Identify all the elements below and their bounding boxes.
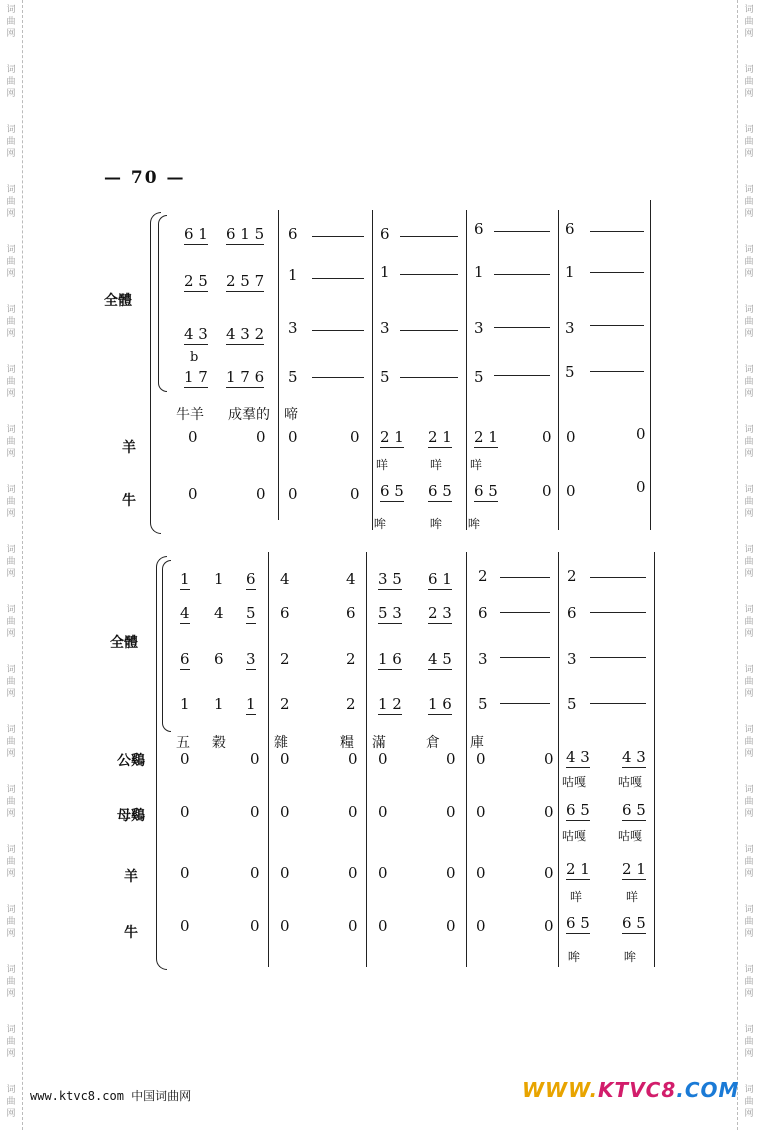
- watermark-text: 词 曲 网: [6, 725, 16, 759]
- note-cell: 0: [348, 917, 358, 935]
- lyric: 穀: [212, 735, 226, 751]
- lyric: 五: [176, 735, 190, 751]
- lyric: 倉: [426, 735, 440, 751]
- note-cell: 0: [566, 428, 576, 446]
- note-cell: 4: [214, 604, 224, 622]
- note-cell: 0: [256, 428, 266, 446]
- watermark-text: 词 曲 网: [6, 365, 16, 399]
- watermark-text: 词 曲 网: [744, 605, 754, 639]
- note-cell: 6: [565, 220, 575, 238]
- watermark-text: 词 曲 网: [6, 665, 16, 699]
- watermark-text: 词 曲 网: [744, 1085, 754, 1119]
- note-cell: 1 7 6: [226, 368, 265, 386]
- note-cell: 6 5: [622, 801, 646, 819]
- barline: [372, 210, 373, 530]
- logo-part: .COM: [676, 1078, 740, 1102]
- note-cell: 2: [478, 567, 488, 585]
- part-label-cow: 牛: [124, 925, 138, 941]
- note-cell: 4: [180, 604, 190, 622]
- hold-dash: [494, 274, 550, 275]
- note-cell: 5: [380, 368, 390, 386]
- note-cell: 3: [246, 650, 256, 668]
- watermark-text: 词 曲 网: [744, 365, 754, 399]
- note-cell: 0: [280, 864, 290, 882]
- note-cell: 1: [180, 695, 190, 713]
- barline: [278, 210, 279, 520]
- note-cell: 0: [350, 428, 360, 446]
- logo-part: KTVC8: [598, 1078, 677, 1102]
- note-cell: 6 5: [428, 482, 452, 500]
- watermark-text: 词 曲 网: [6, 785, 16, 819]
- hold-dash: [312, 278, 364, 279]
- note-cell: 0: [180, 803, 190, 821]
- hold-dash: [312, 330, 364, 331]
- note-cell: 6 5: [474, 482, 498, 500]
- note-cell: 2: [280, 695, 290, 713]
- barline: [558, 210, 559, 530]
- watermark-text: 词 曲 网: [6, 425, 16, 459]
- note-cell: 0: [180, 750, 190, 768]
- note-cell: 5: [567, 695, 577, 713]
- note-cell: 0: [348, 750, 358, 768]
- note-cell: 0: [446, 803, 456, 821]
- note-cell: 5: [478, 695, 488, 713]
- note-cell: 5: [565, 363, 575, 381]
- hold-dash: [590, 703, 646, 704]
- page-number: — 70 —: [104, 168, 186, 188]
- barline: [268, 552, 269, 967]
- watermark-text: 词 曲 网: [6, 905, 16, 939]
- note-cell: 0: [378, 803, 388, 821]
- note-cell: 4 3 2: [226, 325, 265, 343]
- note-cell: 0: [542, 428, 552, 446]
- note-cell: 2 5 7: [226, 272, 265, 290]
- note-cell: 0: [566, 482, 576, 500]
- note-cell: 4 3: [622, 748, 646, 766]
- hold-dash: [400, 274, 458, 275]
- watermark-text: 词 曲 网: [744, 245, 754, 279]
- watermark-text: 词 曲 网: [744, 65, 754, 99]
- note-cell: 2 3: [428, 604, 452, 622]
- watermark-text: 词 曲 网: [6, 245, 16, 279]
- lyric: 咩: [376, 458, 389, 472]
- lyric: 咕嘎: [618, 775, 643, 789]
- lyric: 啼: [284, 407, 298, 423]
- note-cell: 3: [474, 319, 484, 337]
- note-cell: 0: [636, 478, 646, 496]
- lyric: 咕嘎: [562, 775, 587, 789]
- note-cell: 0: [250, 750, 260, 768]
- note-cell: 4: [280, 570, 290, 588]
- note-cell: 0: [250, 864, 260, 882]
- watermark-text: 词 曲 网: [744, 545, 754, 579]
- note-cell: 1: [246, 695, 256, 713]
- note-cell: 0: [188, 485, 198, 503]
- note-cell: 2 1: [428, 428, 452, 446]
- note-cell: 0: [288, 485, 298, 503]
- note-cell: 6: [346, 604, 356, 622]
- note-cell: 5: [246, 604, 256, 622]
- note-cell: 0: [280, 750, 290, 768]
- logo-part: WWW.: [522, 1078, 599, 1102]
- watermark-text: 词 曲 网: [744, 965, 754, 999]
- note-cell: 2 1: [474, 428, 498, 446]
- note-cell: 5: [288, 368, 298, 386]
- lyric: 哞: [468, 517, 481, 531]
- note-cell: 6 5: [622, 914, 646, 932]
- lyric: 成羣的: [228, 407, 270, 423]
- watermark-text: 词 曲 网: [6, 845, 16, 879]
- watermark-text: 词 曲 网: [6, 485, 16, 519]
- watermark-text: 词 曲 网: [6, 5, 16, 39]
- watermark-text: 词 曲 网: [6, 1025, 16, 1059]
- watermark-text: 词 曲 网: [6, 545, 16, 579]
- lyric: 哞: [568, 950, 581, 964]
- watermark-text: 词 曲 网: [6, 125, 16, 159]
- note-cell: 3: [288, 319, 298, 337]
- watermark-text: 词 曲 网: [6, 605, 16, 639]
- note-cell: 0: [476, 917, 486, 935]
- note-cell: 6: [246, 570, 256, 588]
- note-cell: 1 6: [428, 695, 452, 713]
- hold-dash: [400, 330, 458, 331]
- lyric: 咩: [470, 458, 483, 472]
- note-cell: 2 1: [380, 428, 404, 446]
- note-cell: 3: [380, 319, 390, 337]
- note-cell: 0: [544, 917, 554, 935]
- watermark-text: 词 曲 网: [6, 965, 16, 999]
- barline: [466, 552, 467, 967]
- note-cell: 6 1: [428, 570, 452, 588]
- part-label-sheep: 羊: [124, 869, 138, 885]
- note-cell: 0: [378, 917, 388, 935]
- watermark-text: 词 曲 网: [744, 125, 754, 159]
- hold-dash: [312, 377, 364, 378]
- note-cell: 2 1: [566, 860, 590, 878]
- footer-site-logo: [522, 1078, 739, 1102]
- hold-dash: [590, 371, 644, 372]
- watermark-text: 词 曲 网: [6, 305, 16, 339]
- flat-sign: b: [190, 350, 199, 365]
- note-cell: 0: [446, 917, 456, 935]
- watermark-text: 词 曲 网: [744, 905, 754, 939]
- note-cell: 6 5: [566, 801, 590, 819]
- lyric: 糧: [340, 735, 354, 751]
- footer-site-text: www.ktvc8.com 中国词曲网: [30, 1089, 192, 1103]
- note-cell: 0: [348, 864, 358, 882]
- note-cell: 6: [567, 604, 577, 622]
- note-cell: 1: [288, 266, 298, 284]
- part-label-tutti: 全體: [104, 293, 132, 309]
- lyric: 牛羊: [176, 407, 204, 423]
- final-barline: [650, 200, 651, 530]
- watermark-text: 词 曲 网: [744, 785, 754, 819]
- note-cell: 0: [288, 428, 298, 446]
- note-cell: 0: [350, 485, 360, 503]
- note-cell: 2 1: [622, 860, 646, 878]
- note-cell: 0: [188, 428, 198, 446]
- note-cell: 6: [474, 220, 484, 238]
- note-cell: 2: [567, 567, 577, 585]
- note-cell: 1: [180, 570, 190, 588]
- note-cell: 1 7: [184, 368, 208, 386]
- note-cell: 0: [544, 864, 554, 882]
- note-cell: 0: [476, 803, 486, 821]
- lyric: 咩: [430, 458, 443, 472]
- note-cell: 2 5: [184, 272, 208, 290]
- note-cell: 2: [346, 695, 356, 713]
- note-cell: 0: [446, 750, 456, 768]
- barline: [366, 552, 367, 967]
- note-cell: 6 5: [566, 914, 590, 932]
- lyric: 哞: [374, 517, 387, 531]
- tutti-brace: [158, 215, 167, 392]
- note-cell: 1: [214, 570, 224, 588]
- lyric: 雜: [274, 735, 288, 751]
- hold-dash: [590, 657, 646, 658]
- note-cell: 1: [474, 263, 484, 281]
- note-cell: 4: [346, 570, 356, 588]
- note-cell: 6 1 5: [226, 225, 265, 243]
- watermark-text: 词 曲 网: [744, 185, 754, 219]
- final-barline: [654, 552, 655, 967]
- watermark-text: 词 曲 网: [744, 5, 754, 39]
- note-cell: 4 3: [184, 325, 208, 343]
- note-cell: 0: [636, 425, 646, 443]
- note-cell: 6 1: [184, 225, 208, 243]
- right-watermark-strip: [737, 0, 760, 1130]
- note-cell: 0: [378, 750, 388, 768]
- part-label-tutti: 全體: [110, 635, 138, 651]
- hold-dash: [500, 577, 550, 578]
- watermark-text: 词 曲 网: [6, 1085, 16, 1119]
- note-cell: 1 6: [378, 650, 402, 668]
- hold-dash: [590, 231, 644, 232]
- note-cell: 5 3: [378, 604, 402, 622]
- note-cell: 0: [544, 750, 554, 768]
- note-cell: 6: [214, 650, 224, 668]
- hold-dash: [500, 703, 550, 704]
- watermark-text: 词 曲 网: [744, 485, 754, 519]
- note-cell: 0: [446, 864, 456, 882]
- lyric: 哞: [624, 950, 637, 964]
- note-cell: 2: [280, 650, 290, 668]
- hold-dash: [494, 375, 550, 376]
- lyric: 滿: [372, 735, 386, 751]
- barline: [558, 552, 559, 967]
- note-cell: 0: [180, 864, 190, 882]
- note-cell: 6: [180, 650, 190, 668]
- note-cell: 0: [378, 864, 388, 882]
- note-cell: 5: [474, 368, 484, 386]
- hold-dash: [494, 231, 550, 232]
- note-cell: 6: [280, 604, 290, 622]
- hold-dash: [590, 612, 646, 613]
- left-watermark-strip: [0, 0, 23, 1130]
- note-cell: 6: [380, 225, 390, 243]
- hold-dash: [590, 577, 646, 578]
- note-cell: 0: [280, 803, 290, 821]
- lyric: 咩: [570, 890, 583, 904]
- watermark-text: 词 曲 网: [6, 185, 16, 219]
- note-cell: 1 2: [378, 695, 402, 713]
- note-cell: 6: [478, 604, 488, 622]
- note-cell: 2: [346, 650, 356, 668]
- note-cell: 0: [256, 485, 266, 503]
- note-cell: 1: [214, 695, 224, 713]
- watermark-text: 词 曲 网: [744, 845, 754, 879]
- note-cell: 0: [476, 750, 486, 768]
- note-cell: 0: [542, 482, 552, 500]
- part-label-hen: 母鷄: [117, 808, 145, 824]
- hold-dash: [312, 236, 364, 237]
- note-cell: 0: [476, 864, 486, 882]
- watermark-text: 词 曲 网: [744, 665, 754, 699]
- note-cell: 4 3: [566, 748, 590, 766]
- part-label-cow: 牛: [122, 493, 136, 509]
- note-cell: 3 5: [378, 570, 402, 588]
- note-cell: 1: [380, 263, 390, 281]
- lyric: 哞: [430, 517, 443, 531]
- lyric: 咕嘎: [562, 829, 587, 843]
- note-cell: 3: [565, 319, 575, 337]
- hold-dash: [590, 325, 644, 326]
- note-cell: 0: [180, 917, 190, 935]
- note-cell: 3: [567, 650, 577, 668]
- part-label-rooster: 公鷄: [117, 753, 145, 769]
- hold-dash: [590, 272, 644, 273]
- lyric: 咕嘎: [618, 829, 643, 843]
- lyric: 庫: [470, 735, 484, 751]
- hold-dash: [400, 236, 458, 237]
- note-cell: 1: [565, 263, 575, 281]
- note-cell: 0: [250, 803, 260, 821]
- watermark-text: 词 曲 网: [744, 1025, 754, 1059]
- barline: [466, 210, 467, 530]
- hold-dash: [494, 327, 550, 328]
- watermark-text: 词 曲 网: [744, 305, 754, 339]
- note-cell: 0: [544, 803, 554, 821]
- note-cell: 0: [250, 917, 260, 935]
- note-cell: 6 5: [380, 482, 404, 500]
- watermark-text: 词 曲 网: [744, 425, 754, 459]
- watermark-text: 词 曲 网: [744, 725, 754, 759]
- hold-dash: [400, 377, 458, 378]
- lyric: 咩: [626, 890, 639, 904]
- note-cell: 6: [288, 225, 298, 243]
- note-cell: 4 5: [428, 650, 452, 668]
- note-cell: 0: [348, 803, 358, 821]
- note-cell: 0: [280, 917, 290, 935]
- hold-dash: [500, 657, 550, 658]
- hold-dash: [500, 612, 550, 613]
- note-cell: 3: [478, 650, 488, 668]
- watermark-text: 词 曲 网: [6, 65, 16, 99]
- part-label-sheep: 羊: [122, 440, 136, 456]
- tutti-brace: [162, 560, 171, 732]
